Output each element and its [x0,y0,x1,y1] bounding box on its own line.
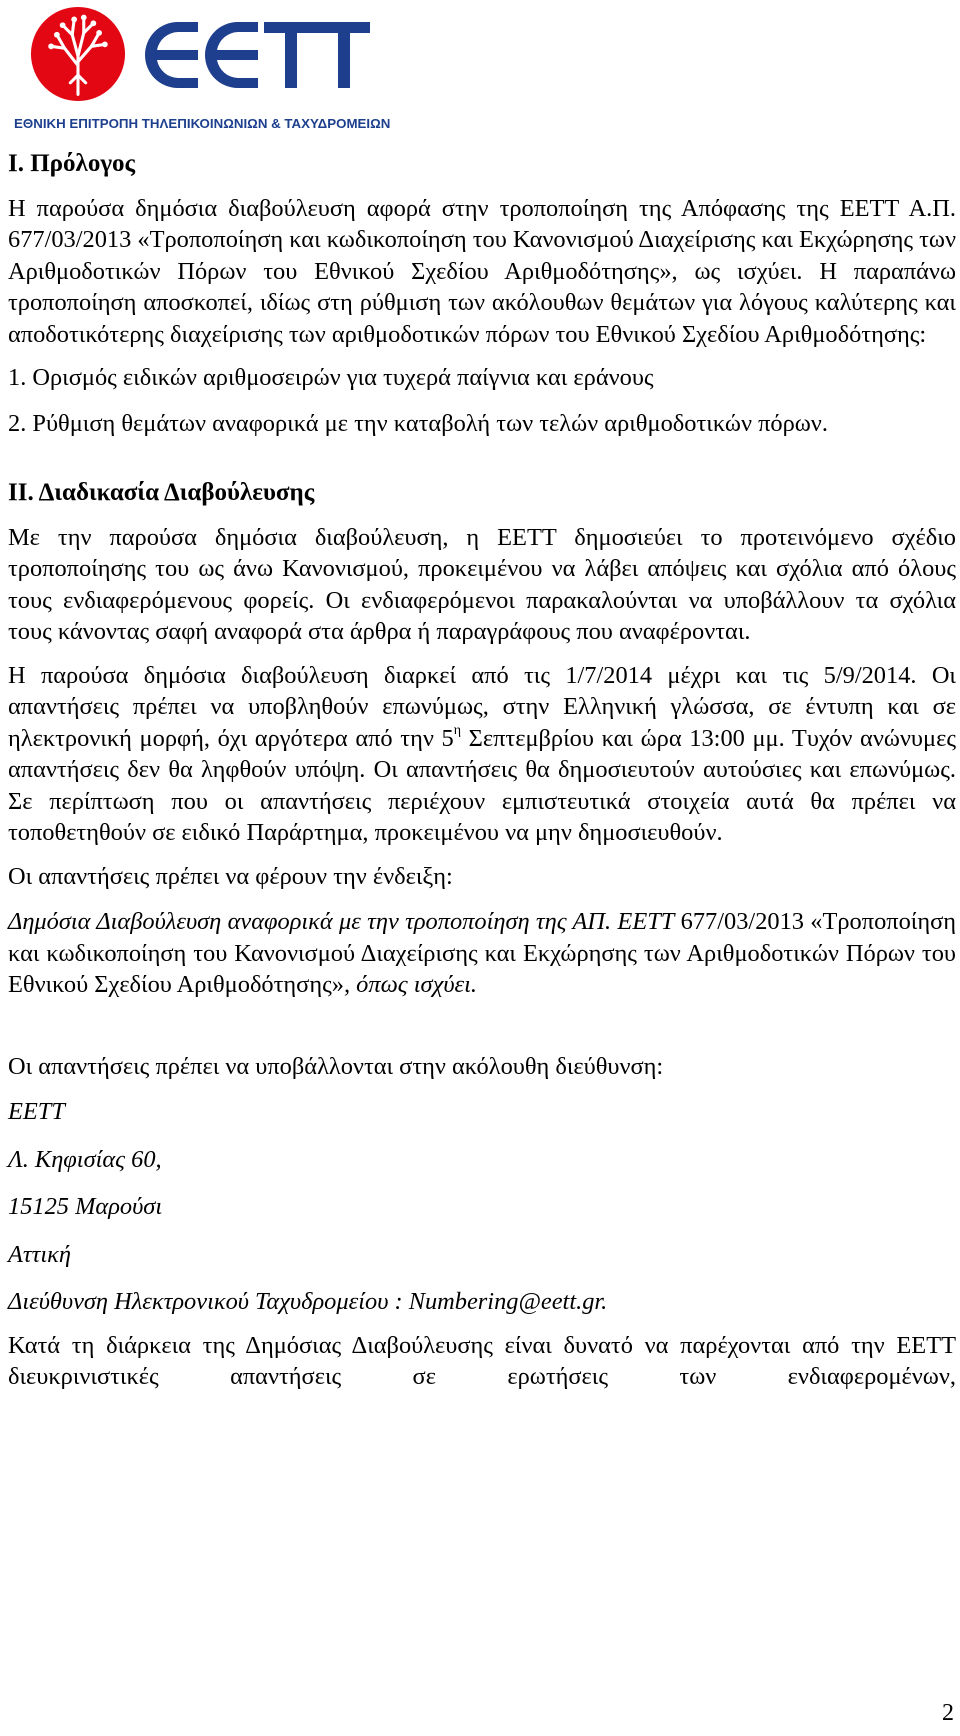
page-number: 2 [942,1700,954,1726]
svg-text:EETT: EETT [140,16,143,17]
address-line: ΕΕΤΤ [8,1098,65,1125]
document-body [8,148,956,1405]
eett-wordmark [140,16,370,94]
eett-logo [8,2,391,132]
superscript: η [453,723,462,739]
indication-tail: , όπως ισχύει. [343,971,477,998]
logo-subtitle: ΕΘΝΙΚΗ ΕΠΙΤΡΟΠΗ ΤΗΛΕΠΙΚΟΙΝΩΝΙΩΝ & ΤΑΧΥΔΡΟΜΕΙΩΝ [14,116,391,131]
list-item: 2. Ρύθμιση θεμάτων αναφορικά με την καταβολή των τελών αριθμοδοτικών πόρων. [8,409,828,437]
indication-italic: Δημόσια Διαβούλευση αναφορικά με την τροποποίηση της ΑΠ. ΕΕΤΤ [8,908,675,935]
section-2-paragraph-4: Οι απαντήσεις πρέπει να υποβάλλονται στην ακόλουθη διεύθυνση: [8,1052,664,1080]
indication-text [8,906,956,1001]
list-item: 1. Ορισμός ειδικών αριθμοσειρών για τυχερά παίγνια και εράνους [8,364,654,391]
deadline-text: Η παρούσα δημόσια διαβούλευση διαρκεί από τις 1/7/2014 μέχρι και τις 5/9/2014. Οι απαντήσεις πρέπει να υποβληθούν επωνύμως, στην Ελληνική γλώσσα, σε έντυπη και σε ηλεκτρονική μορφή, όχι αργότερα από την 5 [8,661,956,752]
section-2-heading: ΙΙ. Διαδικασία Διαβούλευσης [8,479,315,506]
section-1-paragraph: Η παρούσα δημόσια διαβούλευση αφορά στην τροποποίηση της Απόφασης της ΕΕΤΤ Α.Π. 677/03/2013 «Τροποποίηση και κωδικοποίηση του Κανονισμού Διαχείρισης και Εκχώρησης των Αριθμοδοτικών Πόρων του Εθνικού Σχεδίου Αριθμοδότησης», ως ισχύει. Η παραπάνω τροποποίηση αποσκοπεί, ιδίως στη ρύθμιση των ακόλουθων θεμάτων για λόγους καλύτερης και αποδοτικότερης διαχείρισης των αριθμοδοτικών πόρων του Εθνικού Σχεδίου Αριθμοδότησης: [8,194,956,348]
address-line: 15125 Μαρούσι [8,1193,163,1220]
tree-emblem-icon [30,6,126,102]
address-block [8,1096,956,1318]
address-line: Λ. Κηφισίας 60, [8,1145,162,1173]
deadline-text-cont: Σεπτεμβρίου και ώρα 13:00 μμ. Τυχόν ανώνυμες απαντήσεις δεν θα ληφθούν υπόψη. Οι απαντήσεις θα δημοσιευτούν αυτούσιες και επωνύμως. Σε περίπτωση που οι απαντήσεις περιέχουν εμπιστευτικά στοιχεία αυτά θα πρέπει να τοποθετηθούν σε ειδικό Παράρτημα, προκειμένου να μην δημοσιευθούν. [8,724,956,846]
indication-regular: 677/03/2013 «Τροποποίηση και κωδικοποίηση του Κανονισμού Διαχείρισης και Εκχώρησης των Αριθμοδοτικών Πόρων του Εθνικού Σχεδίου Αριθμοδότησης» [8,908,956,998]
section-2-paragraph-5: Κατά τη διάρκεια της Δημόσιας Διαβούλευσης είναι δυνατό να παρέχονται από την ΕΕΤΤ διευκρινιστικές απαντήσεις σε ερωτήσεις των ενδιαφερομένων, [8,1331,956,1390]
email-line: Διεύθυνση Ηλεκτρονικού Ταχυδρομείου : Numbering@eett.gr. [8,1288,608,1315]
section-1-heading: Ι. Πρόλογος [8,150,136,177]
section-2-paragraph-2 [8,660,956,849]
address-line: Αττική [8,1240,71,1268]
section-2-paragraph-3: Οι απαντήσεις πρέπει να φέρουν την ένδειξη: [8,862,453,890]
section-2-paragraph-1: Με την παρούσα δημόσια διαβούλευση, η ΕΕΤΤ δημοσιεύει το προτεινόμενο σχέδιο τροποποίησης του ως άνω Κανονισμού, προκειμένου να λάβει απόψεις και σχόλια από όλους τους ενδιαφερόμενους φορείς. Οι ενδιαφερόμενοι παρακαλούνται να υποβάλλουν τα σχόλια τους κάνοντας σαφή αναφορά στα άρθρα ή παραγράφους που αναφέρονται. [8,523,956,645]
